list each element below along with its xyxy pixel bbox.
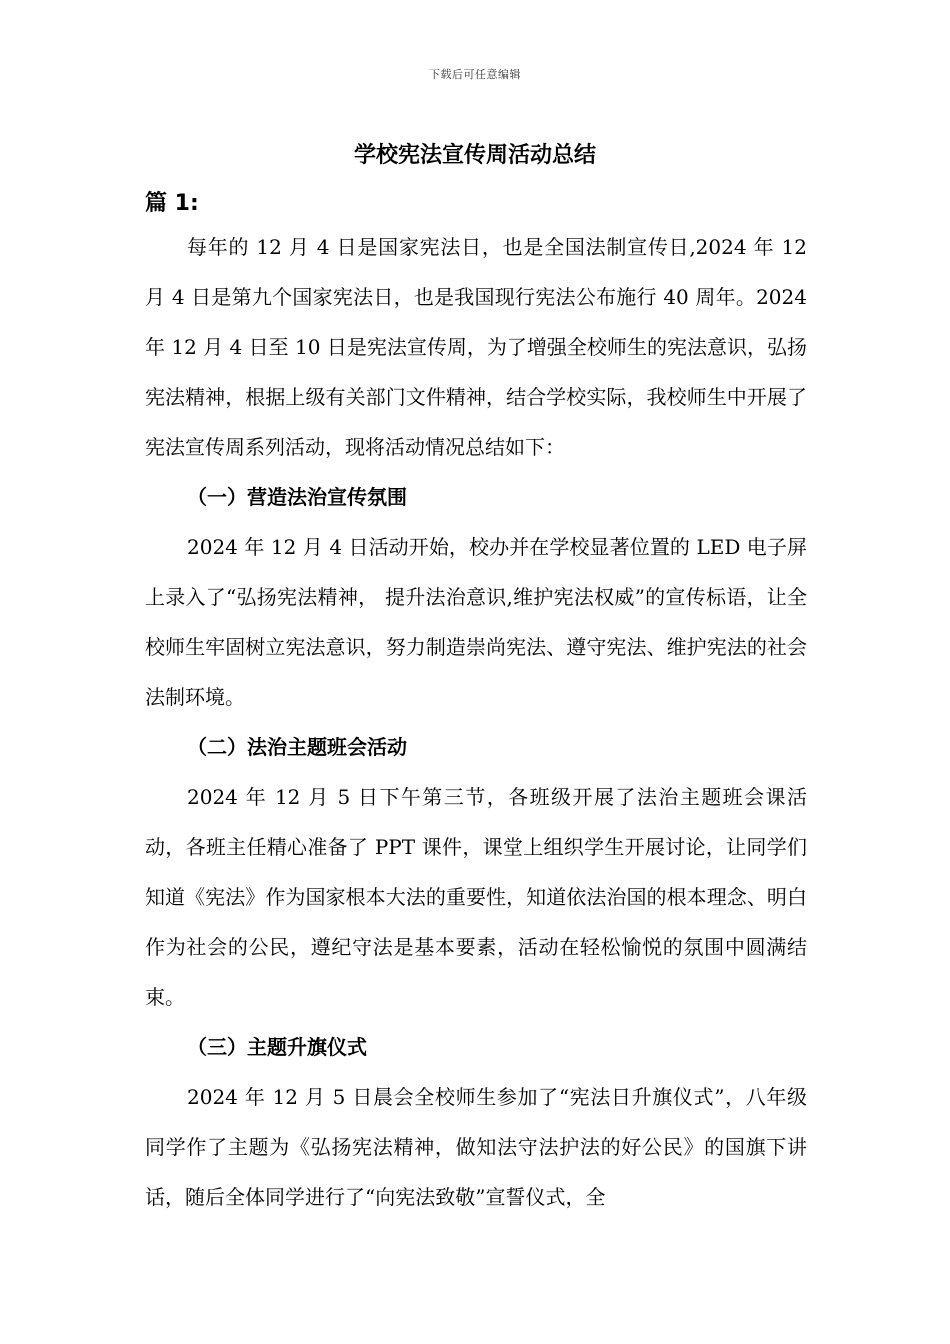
intro-paragraph: 每年的 12 月 4 日是国家宪法日，也是全国法制宣传日,2024 年 12 月 4 日是第九个国家宪法日，也是我国现行宪法公布施行 40 周年。2024 年 12 月 4 日至 10 日是宪法宣传周，为了增强全校师生的宪法意识，弘扬宪法精神，根据上级有关部门文件精神，结合学校实际，我校师生中开展了宪法宣传周系列活动，现将活动情况总结如下：	[145, 235, 807, 459]
section-3-block	[145, 1072, 807, 1222]
section-heading-3: （三）主题升旗仪式	[187, 1035, 367, 1059]
section-1-block	[145, 522, 807, 722]
document-title: 学校宪法宣传周活动总结	[353, 143, 596, 168]
section-2-paragraph: 2024 年 12 月 5 日下午第三节，各班级开展了法治主题班会课活动，各班主任精心准备了 PPT 课件，课堂上组织学生开展讨论，让同学们知道《宪法》作为国家根本大法的重要性，知道依法治国的根本理念、明白作为社会的公民，遵纪守法是基本要素，活动在轻松愉悦的氛围中圆满结束。	[145, 785, 807, 1009]
intro-paragraph-block	[145, 222, 807, 472]
section-1-paragraph: 2024 年 12 月 4 日活动开始，校办并在学校显著位置的 LED 电子屏上录入了“弘扬宪法精神， 提升法治意识,维护宪法权威”的宣传标语，让全校师生牢固树立宪法意识，努力制造崇尚宪法、遵守宪法、维护宪法的社会法制环境。	[145, 535, 807, 709]
section-heading-1: （一）营造法治宣传氛围	[187, 485, 407, 509]
part-label: 篇 1:	[145, 191, 199, 216]
section-3-paragraph: 2024 年 12 月 5 日晨会全校师生参加了“宪法日升旗仪式”，八年级同学作了主题为《弘扬宪法精神，做知法守法护法的好公民》的国旗下讲话，随后全体同学进行了“向宪法致敬”宣誓仪式，全	[145, 1085, 807, 1209]
section-2-block	[145, 772, 807, 1022]
header-note: 下载后可任意编辑	[429, 68, 521, 81]
section-heading-2: （二）法治主题班会活动	[187, 735, 407, 759]
